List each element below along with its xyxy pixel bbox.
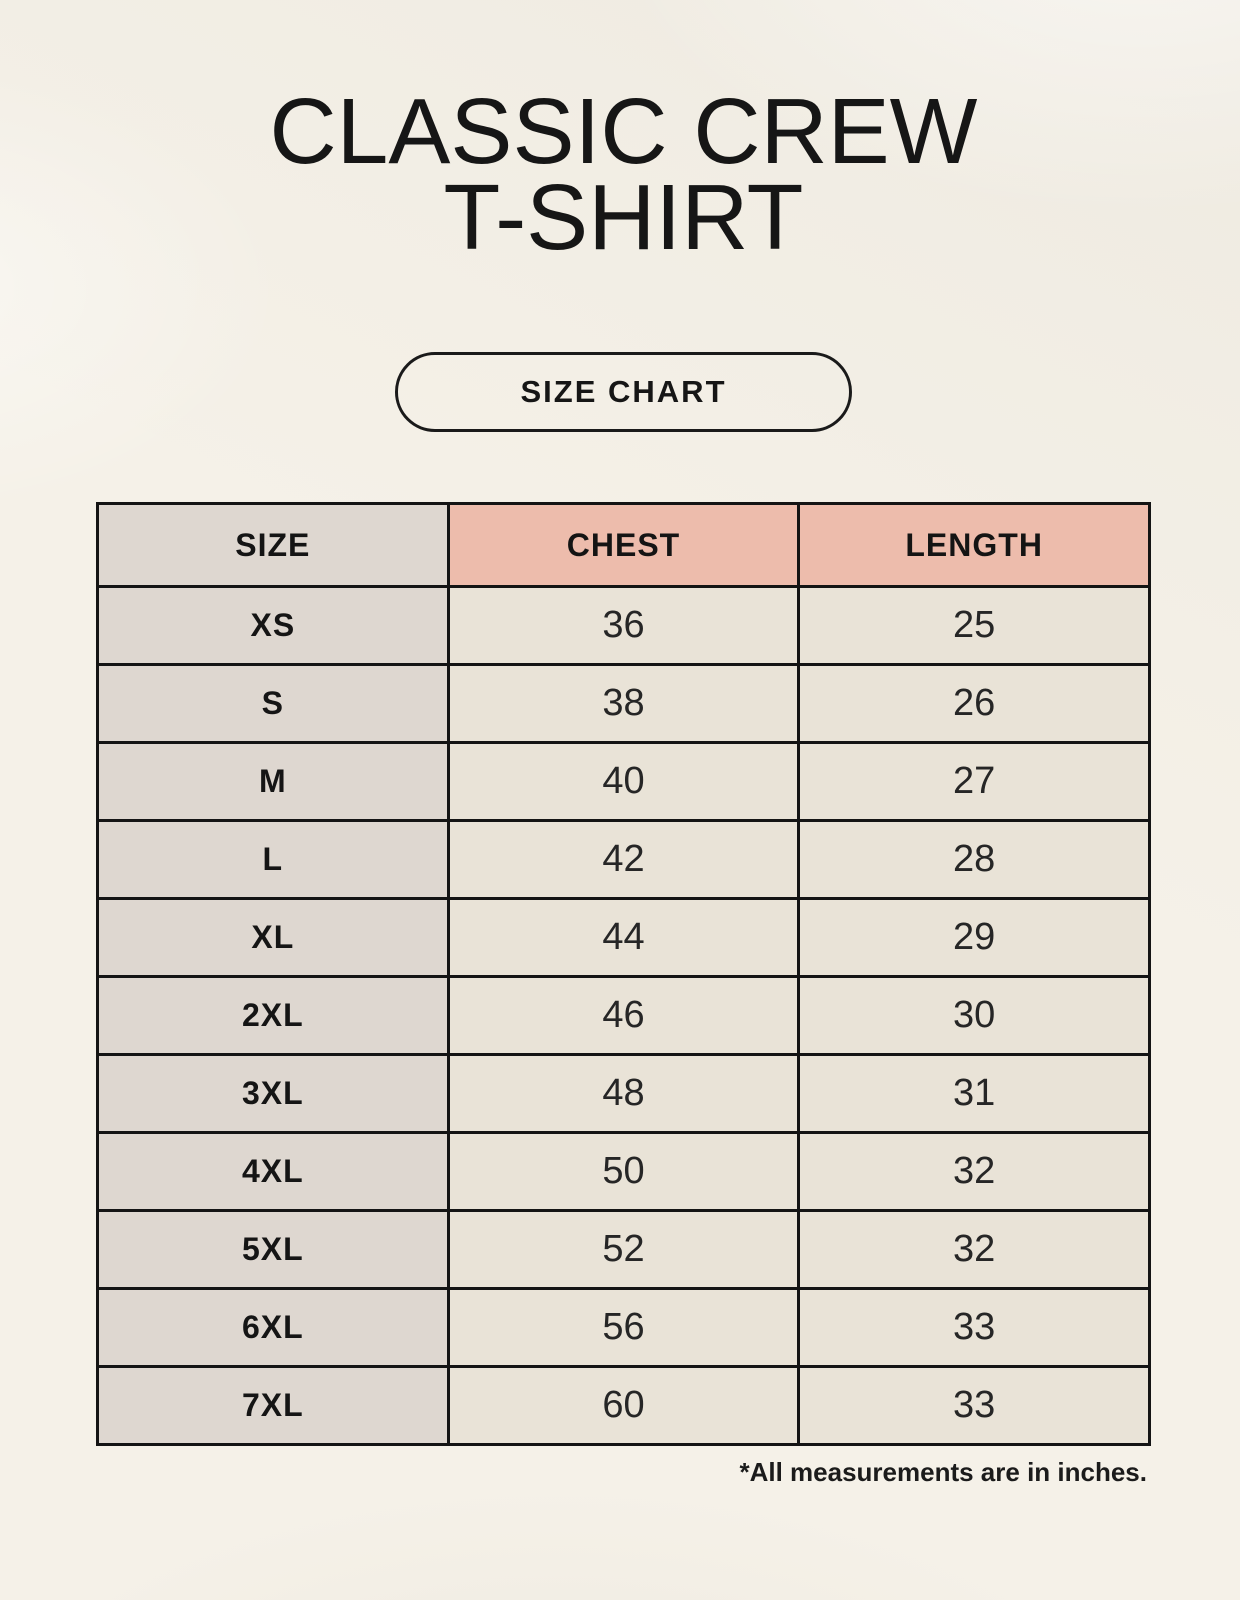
size-cell: S: [98, 665, 449, 743]
size-cell: 2XL: [98, 977, 449, 1055]
size-table-header: [98, 504, 1150, 587]
length-cell: 26: [799, 665, 1150, 743]
chest-cell: 36: [448, 587, 799, 665]
measurements-footnote: *All measurements are in inches.: [739, 1457, 1147, 1487]
length-cell: 30: [799, 977, 1150, 1055]
length-cell: 27: [799, 743, 1150, 821]
size-cell: 6XL: [98, 1289, 449, 1367]
size-cell: 3XL: [98, 1055, 449, 1133]
size-cell: XS: [98, 587, 449, 665]
table-row: [98, 1055, 1150, 1133]
table-row: [98, 899, 1150, 977]
title-line-2: T-SHIRT: [443, 165, 804, 269]
size-cell: L: [98, 821, 449, 899]
size-chart-badge-label: SIZE CHART: [520, 374, 727, 409]
size-cell: 7XL: [98, 1367, 449, 1445]
chest-cell: 44: [448, 899, 799, 977]
size-cell: XL: [98, 899, 449, 977]
chest-cell: 38: [448, 665, 799, 743]
page-content: [96, 0, 1151, 1488]
size-cell: 5XL: [98, 1211, 449, 1289]
table-row: [98, 1367, 1150, 1445]
length-cell: 32: [799, 1211, 1150, 1289]
table-row: [98, 665, 1150, 743]
page-title: [96, 0, 1151, 269]
size-table: [96, 502, 1151, 1446]
chest-cell: 56: [448, 1289, 799, 1367]
size-chart-badge: [395, 352, 852, 432]
size-cell: M: [98, 743, 449, 821]
table-row: [98, 1289, 1150, 1367]
table-row: [98, 977, 1150, 1055]
column-header-length: LENGTH: [799, 504, 1150, 587]
chest-cell: 46: [448, 977, 799, 1055]
size-table-body: [98, 587, 1150, 1445]
length-cell: 28: [799, 821, 1150, 899]
header-row: [98, 504, 1150, 587]
length-cell: 31: [799, 1055, 1150, 1133]
size-cell: 4XL: [98, 1133, 449, 1211]
table-row: [98, 1211, 1150, 1289]
chest-cell: 48: [448, 1055, 799, 1133]
column-header-size: SIZE: [98, 504, 449, 587]
chest-cell: 50: [448, 1133, 799, 1211]
length-cell: 33: [799, 1289, 1150, 1367]
table-row: [98, 587, 1150, 665]
table-row: [98, 821, 1150, 899]
column-header-chest: CHEST: [448, 504, 799, 587]
length-cell: 32: [799, 1133, 1150, 1211]
length-cell: 25: [799, 587, 1150, 665]
chest-cell: 52: [448, 1211, 799, 1289]
table-row: [98, 1133, 1150, 1211]
chest-cell: 60: [448, 1367, 799, 1445]
chest-cell: 42: [448, 821, 799, 899]
length-cell: 33: [799, 1367, 1150, 1445]
table-row: [98, 743, 1150, 821]
length-cell: 29: [799, 899, 1150, 977]
chest-cell: 40: [448, 743, 799, 821]
title-line-1: CLASSIC CREW: [269, 79, 978, 183]
